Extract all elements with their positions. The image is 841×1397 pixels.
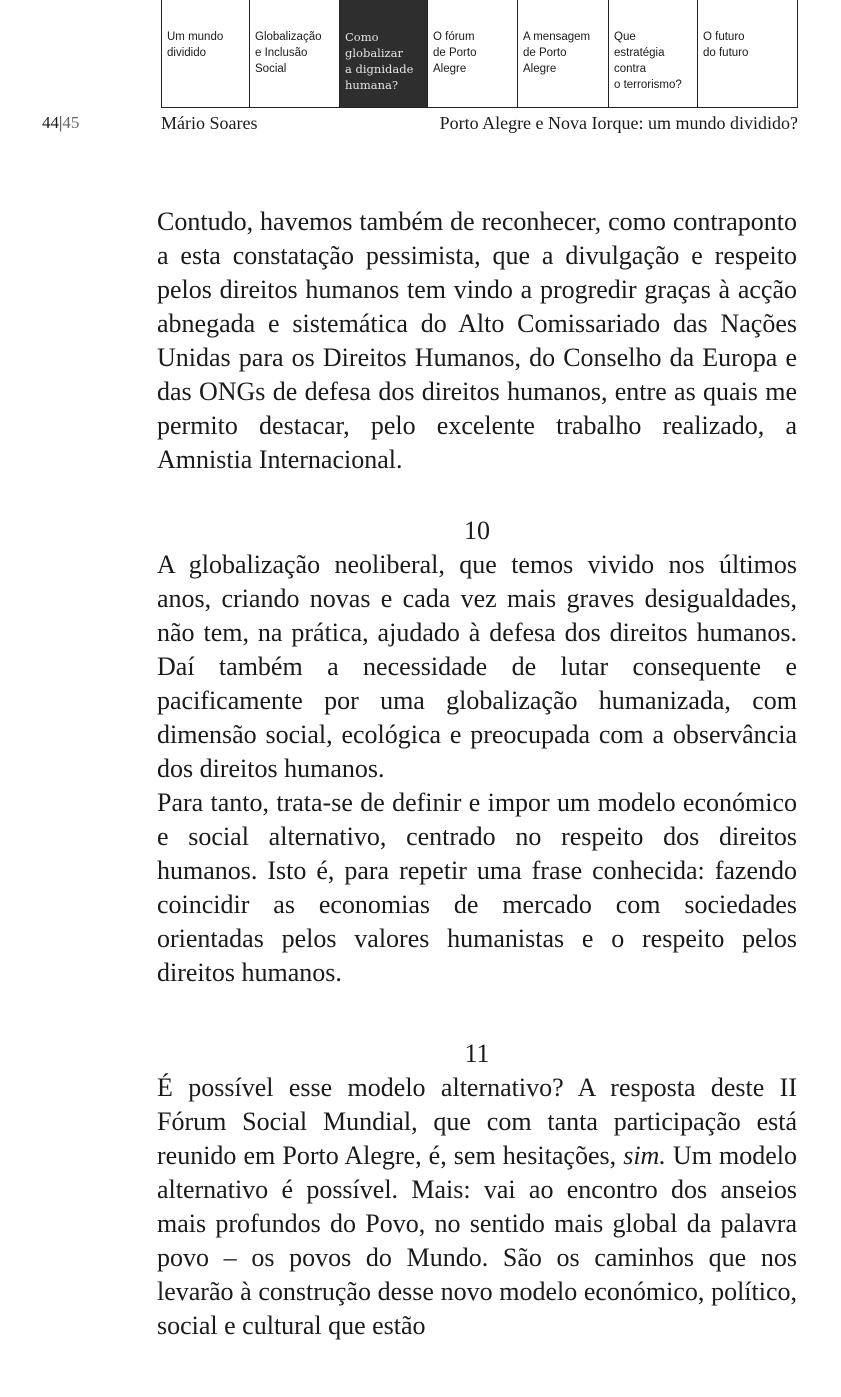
tab-label: O futuro do futuro (703, 31, 749, 59)
tab-como-globalizar-a-dignidade-humana[interactable] (339, 0, 427, 107)
page-numbers (42, 113, 79, 133)
paragraph-3: Para tanto, trata-se de definir e impor um modelo económico e social alternativo, centrado no respeito dos direitos humanos. Isto é, para repetir uma frase conhecida: fazendo coincidir as economias de mercado com sociedades orientadas pelos valores humanistas e o respeito pelos direitos humanos. (157, 788, 797, 987)
tab-label: Que estratégia contra o terrorismo? (614, 31, 682, 91)
tab-o-forum-de-porto-alegre[interactable] (427, 0, 517, 107)
tab-label: Como globalizar a dignidade humana? (345, 30, 414, 92)
page-number-separator: | (59, 113, 63, 132)
paragraph-4-text-before: É possível esse modelo alternativo? A resposta deste II Fórum Social Mundial, que com tanta participação está reunido em Porto Alegre, é, sem hesitações, (157, 1073, 797, 1170)
tab-label: A mensagem de Porto Alegre (523, 31, 591, 75)
chapter-nav (161, 0, 798, 108)
page-body (157, 205, 797, 1343)
page-number-right: 45 (62, 113, 80, 132)
tab-um-mundo-dividido[interactable] (161, 0, 249, 107)
tab-que-estrategia-contra-o-terrorismo[interactable] (608, 0, 697, 107)
tab-globalizacao-inclusao-social[interactable] (249, 0, 339, 107)
paragraph-1: Contudo, havemos também de reconhecer, como contraponto a esta constatação pessimista, que a divulgação e respeito pelos direitos humanos tem vindo a progredir graças à acção abnegada e sistemática do Alto Comissariado das Nações Unidas para os Direitos Humanos, do Conselho da Europa e das ONGs de defesa dos direitos humanos, entre as quais me permito destacar, pelo excelente trabalho realizado, a Amnistia Internacional. (157, 207, 797, 474)
paragraph-2: A globalização neoliberal, que temos vivido nos últimos anos, criando novas e cada vez mais graves desigualdades, não tem, na prática, ajudado à defesa dos direitos humanos. Daí também a necessidade de lutar consequente e pacificamente por uma globalização humanizada, com dimensão social, ecológica e preocupada com a observância dos direitos humanos. (157, 550, 797, 783)
page-number-left: 44 (42, 113, 59, 132)
paragraph-4-text-after: Um modelo alternativo é possível. Mais: vai ao encontro dos anseios mais profundos do Povo, no sentido mais global da palavra povo – os povos do Mundo. São os caminhos que nos levarão à construção desse novo modelo económico, político, social e cultural que estão (157, 1141, 797, 1340)
tab-a-mensagem-de-porto-alegre[interactable] (517, 0, 608, 107)
header-title: Porto Alegre e Nova Iorque: um mundo dividido? (439, 113, 798, 133)
paragraph-4 (157, 1071, 797, 1343)
section-number-10: 10 (464, 516, 490, 545)
section-number-11: 11 (464, 1039, 490, 1068)
paragraph-4-emphasis: sim. (623, 1141, 666, 1170)
tab-label: Globalização e Inclusão Social (255, 31, 322, 75)
tab-label: Um mundo dividido (167, 31, 224, 59)
header-author: Mário Soares (161, 113, 258, 133)
tab-o-futuro-do-futuro[interactable] (697, 0, 798, 107)
tab-label: O fórum de Porto Alegre (433, 31, 477, 75)
running-header (0, 113, 841, 135)
